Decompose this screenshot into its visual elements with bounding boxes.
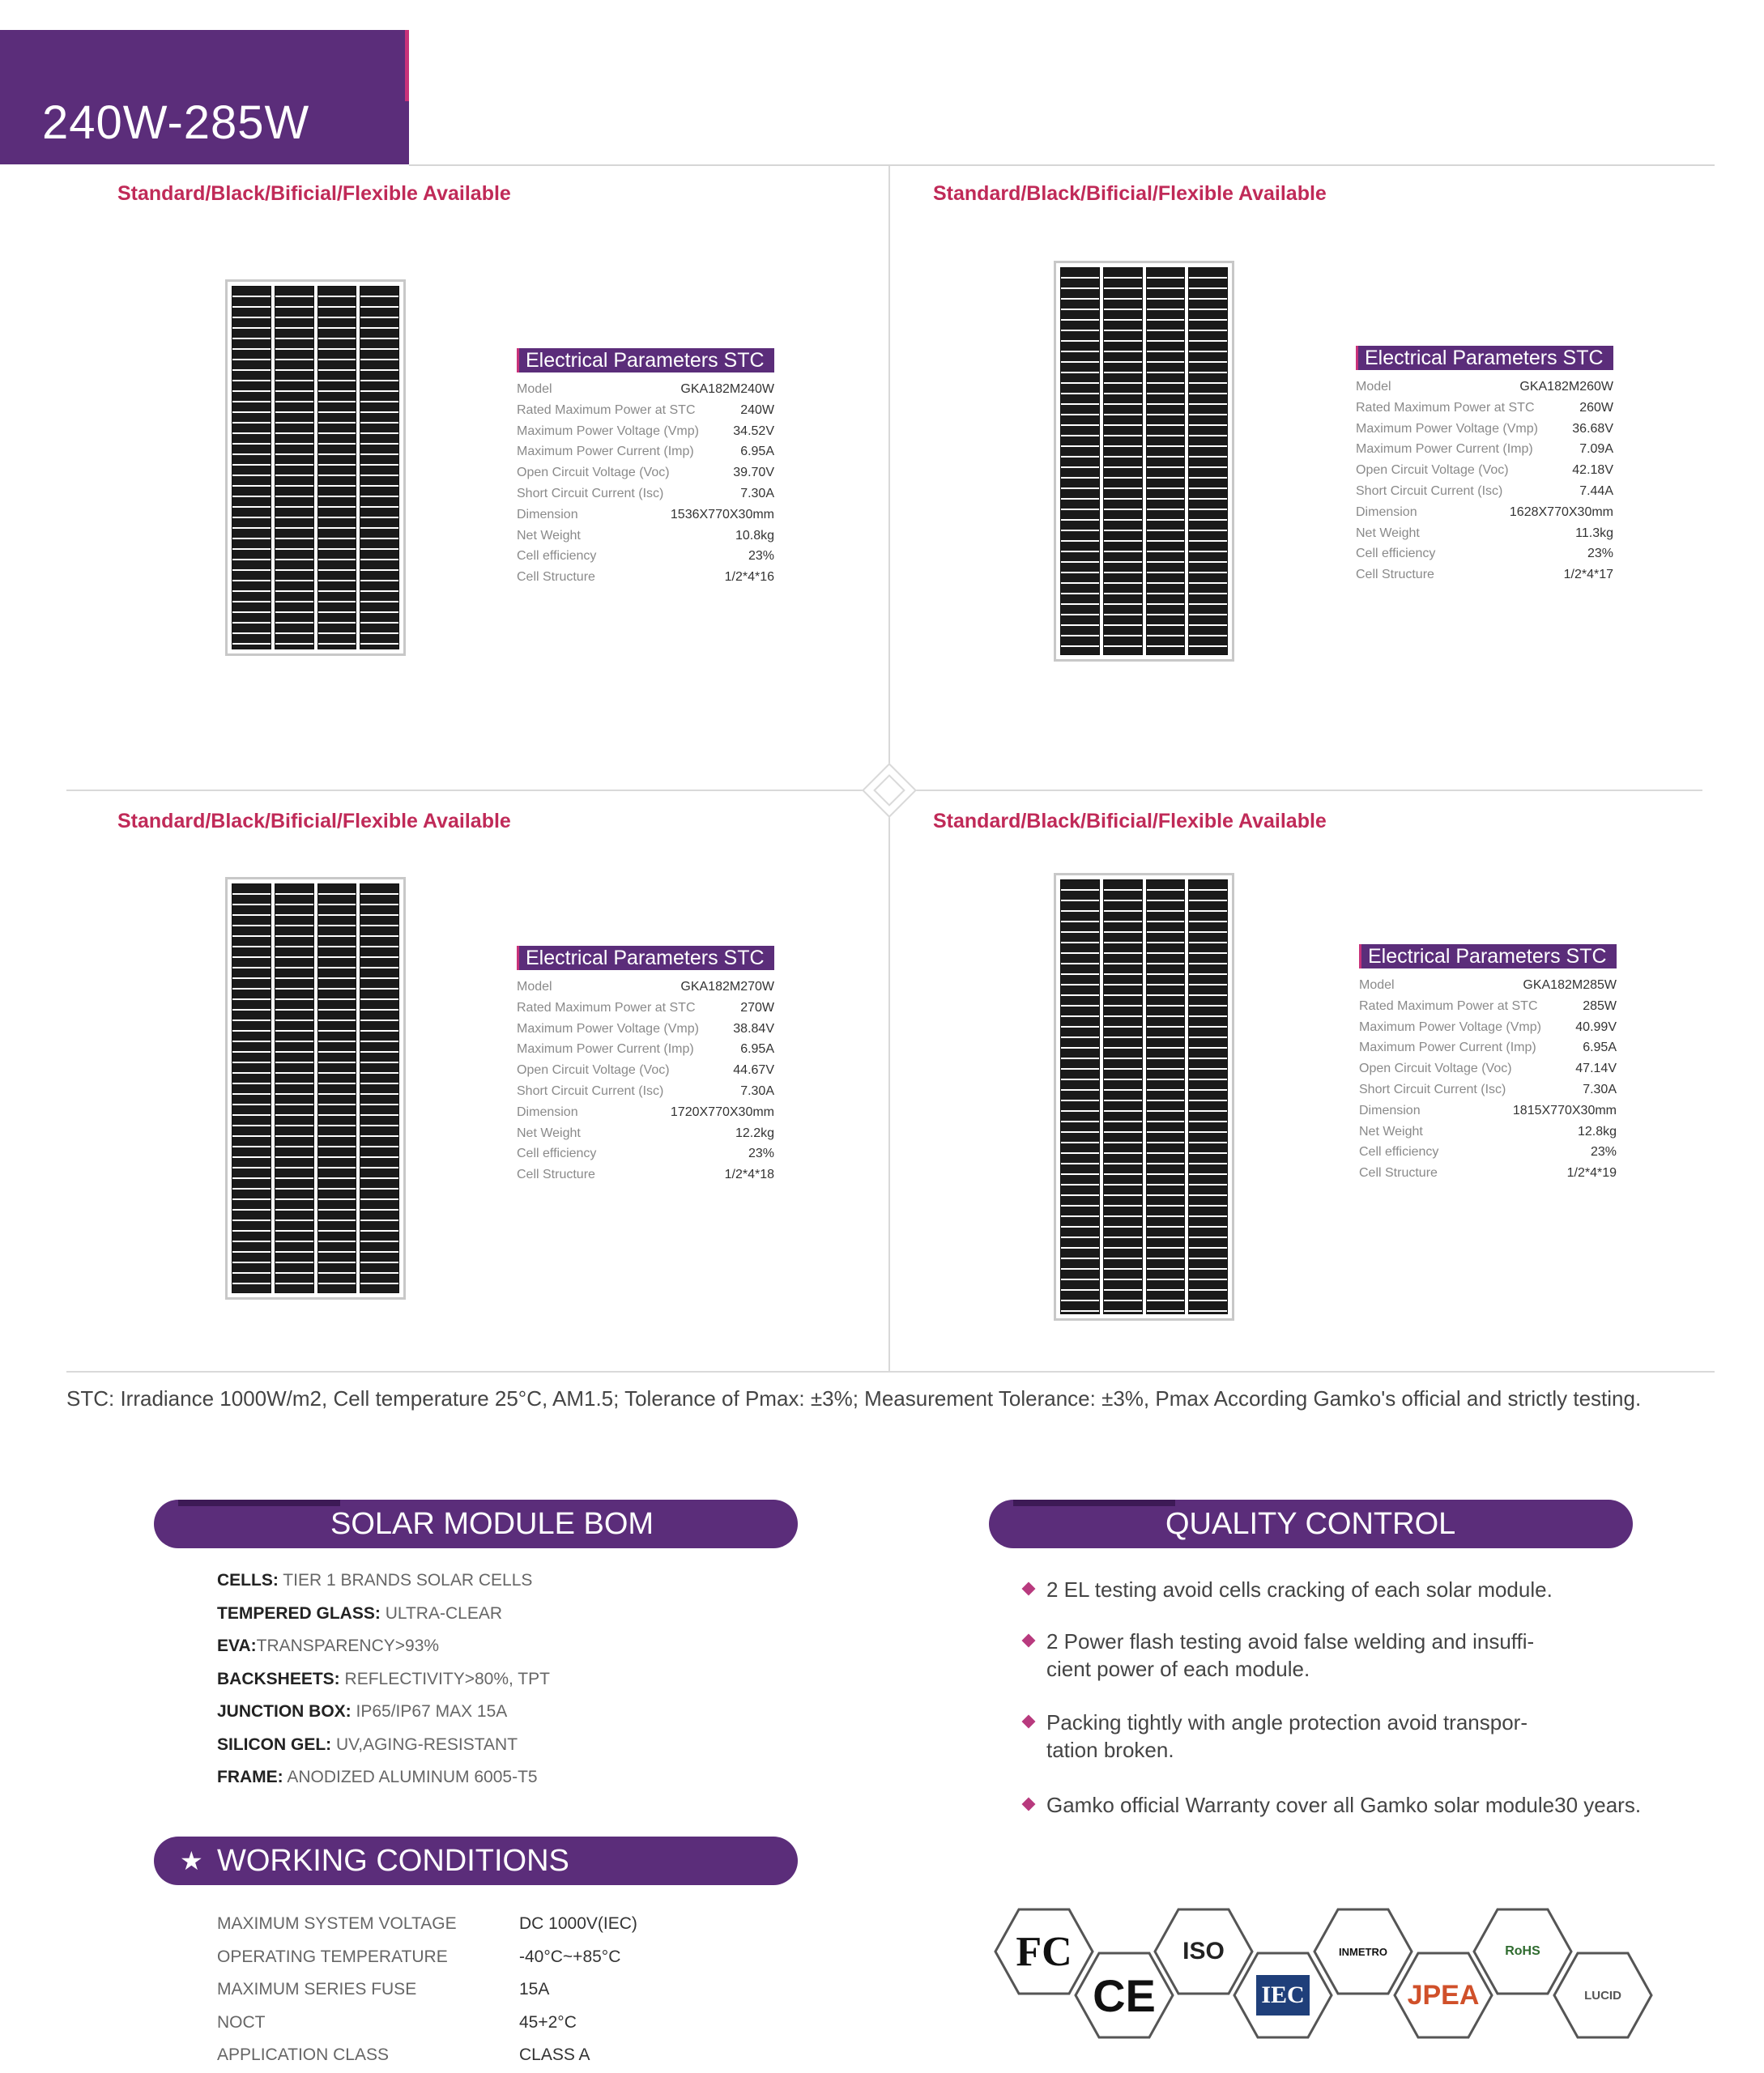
working-heading <box>154 1837 798 1885</box>
bom-item <box>217 1696 550 1729</box>
spec-title: Electrical Parameters STC <box>1359 944 1617 968</box>
bom-heading <box>154 1500 798 1548</box>
spec-label: Cell Structure <box>517 570 595 585</box>
working-label: APPLICATION CLASS <box>217 2045 390 2064</box>
spec-value: 23% <box>1590 1145 1617 1160</box>
spec-rows <box>517 977 774 1185</box>
bom-value: ANODIZED ALUMINUM 6005-T5 <box>283 1768 538 1786</box>
quality-item <box>1022 1791 1641 1819</box>
spec-value: GKA182M285W <box>1523 978 1617 992</box>
spec-rows <box>517 379 774 588</box>
availability-label: Standard/Black/Bificial/Flexible Available <box>117 810 511 832</box>
electrical-parameters-table <box>1356 346 1613 585</box>
quality-text: Gamko official Warranty cover all Gamko solar module30 years. <box>1046 1793 1642 1817</box>
spec-row <box>517 1039 774 1060</box>
working-row <box>217 2039 637 2072</box>
spec-value: 47.14V <box>1575 1062 1617 1076</box>
spec-row <box>1356 481 1613 502</box>
spec-value: 6.95A <box>740 445 774 459</box>
spec-row <box>517 546 774 567</box>
section-divider <box>66 1371 1715 1373</box>
spec-value: GKA182M270W <box>680 980 774 994</box>
spec-row <box>517 1019 774 1040</box>
spec-label: Model <box>1356 380 1391 394</box>
spec-value: 1/2*4*16 <box>724 570 774 585</box>
spec-label: Maximum Power Voltage (Vmp) <box>1359 1019 1541 1034</box>
spec-row <box>1359 1079 1617 1100</box>
diamond-bullet-icon <box>1022 1715 1036 1729</box>
spec-row <box>517 400 774 421</box>
spec-row <box>517 441 774 462</box>
working-value: 15A <box>519 1980 550 1999</box>
spec-row <box>517 379 774 400</box>
spec-row <box>1359 975 1617 996</box>
spec-value: 34.52V <box>733 424 774 438</box>
working-value: -40°C~+85°C <box>519 1947 621 1966</box>
bom-item <box>217 1761 550 1794</box>
spec-row <box>517 526 774 547</box>
spec-value: 1536X770X30mm <box>670 507 774 521</box>
spec-row <box>517 1143 774 1164</box>
spec-row <box>1359 1100 1617 1122</box>
bom-item <box>217 1729 550 1762</box>
spec-label: Short Circuit Current (Isc) <box>1359 1082 1506 1096</box>
spec-value: GKA182M240W <box>680 382 774 396</box>
spec-label: Cell Structure <box>1359 1166 1438 1181</box>
spec-value: 6.95A <box>1583 1041 1617 1055</box>
quality-title: QUALITY CONTROL <box>1165 1507 1456 1541</box>
bom-list <box>217 1564 550 1794</box>
spec-value: 1/2*4*18 <box>724 1168 774 1182</box>
page-title: 240W-285W <box>42 96 310 149</box>
spec-row <box>1356 502 1613 523</box>
spec-title: Electrical Parameters STC <box>517 946 774 970</box>
spec-value: 7.44A <box>1579 483 1613 498</box>
spec-label: Open Circuit Voltage (Voc) <box>517 466 670 480</box>
bom-item <box>217 1663 550 1696</box>
electrical-parameters-table <box>517 348 774 588</box>
spec-value: 1/2*4*17 <box>1563 568 1613 582</box>
spec-row <box>1356 523 1613 544</box>
spec-value: GKA182M260W <box>1519 380 1613 394</box>
quality-text: 2 EL testing avoid cells cracking of each solar module. <box>1046 1577 1553 1602</box>
spec-label: Dimension <box>1359 1103 1421 1117</box>
spec-label: Dimension <box>517 507 578 521</box>
header-accent <box>405 30 409 101</box>
working-row <box>217 1973 637 2007</box>
spec-value: 23% <box>748 1147 774 1161</box>
spec-value: 23% <box>1587 547 1613 561</box>
spec-value: 1628X770X30mm <box>1509 504 1613 519</box>
spec-row <box>517 421 774 442</box>
spec-value: 7.30A <box>1583 1082 1617 1096</box>
star-icon: ★ <box>180 1846 203 1875</box>
spec-title: Electrical Parameters STC <box>517 348 774 372</box>
spec-label: Cell Structure <box>517 1168 595 1182</box>
cert-label: FC <box>1016 1928 1072 1975</box>
lucid-logo-icon <box>1553 1952 1653 2039</box>
spec-label: Rated Maximum Power at STC <box>517 402 696 417</box>
spec-label: Rated Maximum Power at STC <box>517 1000 696 1015</box>
spec-value: 40.99V <box>1575 1019 1617 1034</box>
bom-value: IP65/IP67 MAX 15A <box>351 1702 508 1721</box>
spec-row <box>517 1060 774 1081</box>
bom-value: TRANSPARENCY>93% <box>256 1637 440 1655</box>
spec-value: 1/2*4*19 <box>1566 1166 1617 1181</box>
spec-value: 1720X770X30mm <box>670 1105 774 1119</box>
electrical-parameters-table <box>517 946 774 1185</box>
spec-value: 23% <box>748 549 774 564</box>
spec-label: Model <box>1359 978 1395 992</box>
heading-tab-accent <box>178 1500 340 1506</box>
spec-label: Short Circuit Current (Isc) <box>517 486 664 500</box>
quality-heading <box>989 1500 1633 1548</box>
spec-label: Cell Structure <box>1356 568 1434 582</box>
spec-label: Short Circuit Current (Isc) <box>1356 483 1503 498</box>
spec-label: Model <box>517 980 552 994</box>
spec-value: 38.84V <box>733 1021 774 1036</box>
quality-text: 2 Power flash testing avoid false welding and insuffi- cient power of each module. <box>1046 1629 1535 1681</box>
diamond-bullet-icon <box>1022 1582 1036 1596</box>
working-label: MAXIMUM SYSTEM VOLTAGE <box>217 1914 457 1933</box>
cert-label: JPEA <box>1407 1979 1480 2011</box>
cert-label: LUCID <box>1584 1988 1621 2003</box>
spec-value: 12.8kg <box>1577 1124 1617 1139</box>
working-row <box>217 1908 637 1941</box>
working-title: WORKING CONDITIONS <box>217 1844 569 1878</box>
bom-value: TIER 1 BRANDS SOLAR CELLS <box>278 1571 533 1590</box>
spec-row <box>1359 1017 1617 1038</box>
working-label: NOCT <box>217 2012 266 2032</box>
bom-label: SILICON GEL: <box>217 1735 332 1754</box>
spec-label: Open Circuit Voltage (Voc) <box>1356 463 1509 478</box>
diamond-bullet-icon <box>1022 1634 1036 1648</box>
spec-value: 44.67V <box>733 1063 774 1078</box>
spec-label: Cell efficiency <box>517 1147 597 1161</box>
quality-item <box>1022 1576 1553 1603</box>
spec-row <box>517 1081 774 1102</box>
cert-label: CE <box>1093 1969 1156 2021</box>
spec-label: Net Weight <box>517 1126 581 1140</box>
working-conditions-table <box>217 1908 637 2072</box>
spec-row <box>517 567 774 588</box>
spec-value: 42.18V <box>1572 463 1613 478</box>
spec-label: Cell efficiency <box>1356 547 1436 561</box>
spec-row <box>517 504 774 526</box>
availability-label: Standard/Black/Bificial/Flexible Available <box>933 182 1327 205</box>
spec-row <box>1359 1037 1617 1058</box>
spec-row <box>1356 460 1613 481</box>
bom-title: SOLAR MODULE BOM <box>330 1507 654 1541</box>
spec-row <box>1359 1142 1617 1163</box>
diamond-bullet-icon <box>1022 1798 1036 1811</box>
spec-label: Maximum Power Current (Imp) <box>517 445 694 459</box>
spec-row <box>1356 398 1613 419</box>
spec-label: Maximum Power Voltage (Vmp) <box>517 1021 699 1036</box>
spec-title: Electrical Parameters STC <box>1356 346 1613 370</box>
spec-row <box>1356 564 1613 585</box>
quality-item <box>1022 1628 1534 1683</box>
bom-label: CELLS: <box>217 1571 279 1590</box>
spec-row <box>1356 419 1613 440</box>
spec-row <box>1359 1058 1617 1079</box>
spec-row <box>517 1123 774 1144</box>
solar-panel-image <box>225 877 406 1300</box>
working-label: MAXIMUM SERIES FUSE <box>217 1980 417 1999</box>
spec-label: Open Circuit Voltage (Voc) <box>1359 1062 1512 1076</box>
spec-label: Maximum Power Current (Imp) <box>1356 442 1533 457</box>
quality-item <box>1022 1709 1528 1764</box>
spec-label: Open Circuit Voltage (Voc) <box>517 1063 670 1078</box>
spec-label: Maximum Power Current (Imp) <box>517 1042 694 1057</box>
spec-row <box>517 462 774 483</box>
spec-value: 6.95A <box>740 1042 774 1057</box>
spec-row <box>517 483 774 504</box>
spec-row <box>517 1164 774 1185</box>
spec-row <box>517 977 774 998</box>
working-row <box>217 1941 637 1974</box>
availability-label: Standard/Black/Bificial/Flexible Available <box>117 182 511 205</box>
spec-label: Net Weight <box>1356 526 1420 540</box>
spec-value: 7.09A <box>1579 442 1613 457</box>
spec-value: 39.70V <box>733 466 774 480</box>
bom-value: ULTRA-CLEAR <box>380 1603 502 1623</box>
spec-label: Dimension <box>1356 504 1417 519</box>
spec-value: 260W <box>1579 400 1613 415</box>
spec-value: 7.30A <box>740 1083 774 1098</box>
spec-rows <box>1359 975 1617 1184</box>
spec-row <box>1356 543 1613 564</box>
spec-value: 12.2kg <box>735 1126 774 1140</box>
spec-label: Cell efficiency <box>1359 1145 1439 1160</box>
bom-item <box>217 1564 550 1598</box>
working-label: OPERATING TEMPERATURE <box>217 1947 448 1966</box>
spec-label: Rated Maximum Power at STC <box>1356 400 1535 415</box>
bom-label: BACKSHEETS: <box>217 1669 340 1688</box>
spec-value: 7.30A <box>740 486 774 500</box>
spec-row <box>1359 1163 1617 1184</box>
spec-value: 11.3kg <box>1575 526 1613 540</box>
bom-label: TEMPERED GLASS: <box>217 1603 381 1623</box>
cert-label: INMETRO <box>1339 1945 1387 1958</box>
header-rule <box>409 164 1715 166</box>
spec-value: 240W <box>740 402 774 417</box>
working-row <box>217 2007 637 2040</box>
solar-panel-image <box>1054 261 1234 662</box>
spec-label: Model <box>517 382 552 396</box>
spec-label: Net Weight <box>1359 1124 1423 1139</box>
heading-tab-accent <box>1013 1500 1175 1506</box>
bom-label: JUNCTION BOX: <box>217 1702 352 1721</box>
bom-value: REFLECTIVITY>80%, TPT <box>339 1669 550 1688</box>
availability-label: Standard/Black/Bificial/Flexible Available <box>933 810 1327 832</box>
spec-row <box>517 1102 774 1123</box>
spec-value: 285W <box>1583 998 1617 1013</box>
solar-panel-image <box>1054 873 1234 1321</box>
spec-rows <box>1356 377 1613 585</box>
spec-value: 36.68V <box>1572 421 1613 436</box>
bom-item <box>217 1598 550 1631</box>
spec-row <box>517 998 774 1019</box>
working-value: 45+2°C <box>519 2012 577 2032</box>
bom-value: UV,AGING-RESISTANT <box>331 1735 518 1754</box>
spec-value: 270W <box>740 1000 774 1015</box>
spec-value: 1815X770X30mm <box>1512 1103 1617 1117</box>
spec-row <box>1359 1122 1617 1143</box>
cert-label: RoHS <box>1505 1944 1540 1958</box>
working-value: DC 1000V(IEC) <box>519 1914 637 1933</box>
spec-label: Short Circuit Current (Isc) <box>517 1083 664 1098</box>
quality-text: Packing tightly with angle protection avoid transpor- tation broken. <box>1046 1710 1528 1762</box>
spec-label: Net Weight <box>517 528 581 543</box>
electrical-parameters-table <box>1359 944 1617 1184</box>
stc-note: STC: Irradiance 1000W/m2, Cell temperature 25°C, AM1.5; Tolerance of Pmax: ±3%; Measurement Tolerance: ±3%, Pmax According Gamko's official and strictly testing. <box>66 1386 1642 1411</box>
bom-label: EVA: <box>217 1637 257 1655</box>
bom-label: FRAME: <box>217 1768 283 1786</box>
spec-label: Maximum Power Current (Imp) <box>1359 1041 1536 1055</box>
spec-row <box>1359 996 1617 1017</box>
spec-label: Maximum Power Voltage (Vmp) <box>1356 421 1538 436</box>
spec-label: Rated Maximum Power at STC <box>1359 998 1538 1013</box>
spec-row <box>1356 377 1613 398</box>
bom-item <box>217 1630 550 1663</box>
spec-value: 10.8kg <box>735 528 774 543</box>
cert-label: ISO <box>1182 1938 1225 1964</box>
spec-label: Maximum Power Voltage (Vmp) <box>517 424 699 438</box>
working-value: CLASS A <box>519 2045 590 2064</box>
spec-label: Dimension <box>517 1105 578 1119</box>
solar-panel-image <box>225 279 406 656</box>
spec-label: Cell efficiency <box>517 549 597 564</box>
spec-row <box>1356 439 1613 460</box>
cert-label: IEC <box>1233 1952 1333 2039</box>
